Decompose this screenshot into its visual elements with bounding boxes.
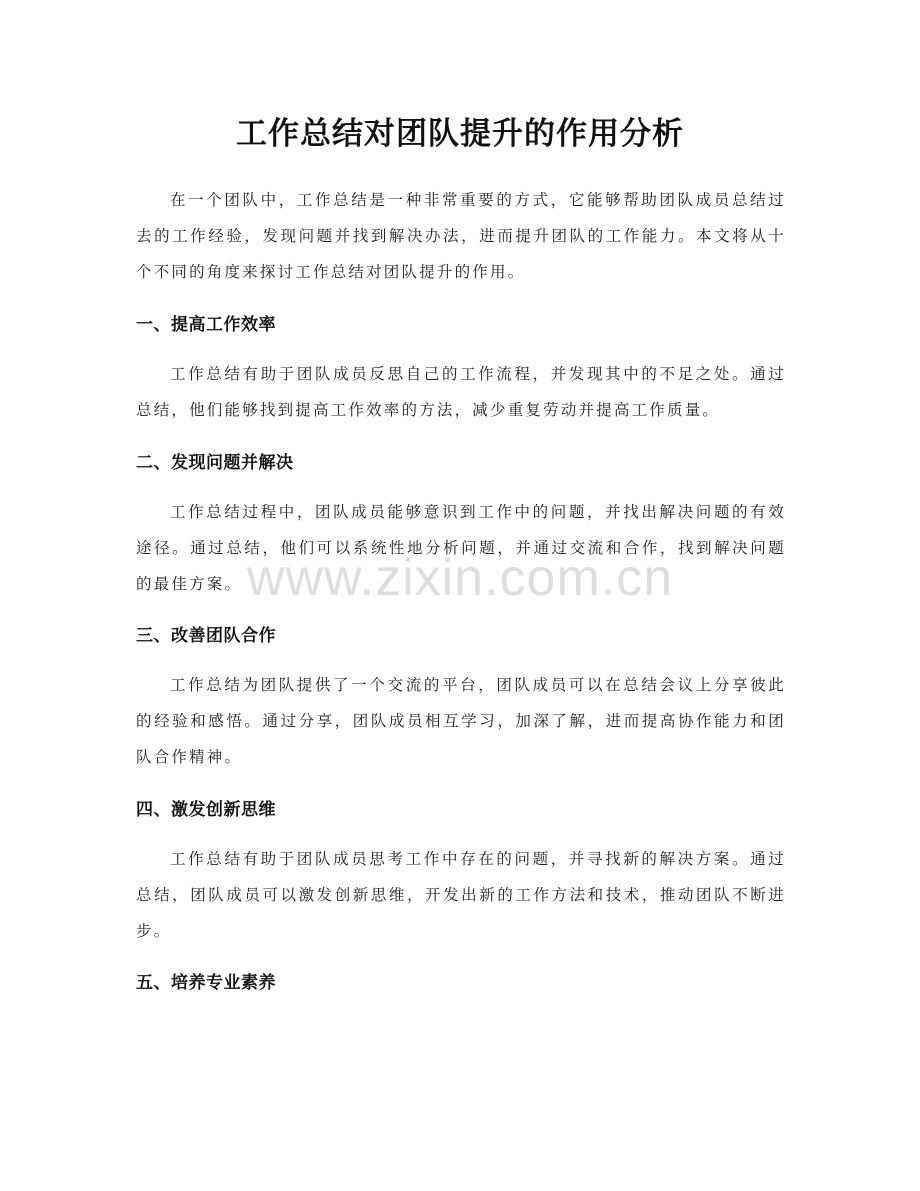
document-title: 工作总结对团队提升的作用分析 — [236, 116, 684, 152]
section-heading-3: 三、改善团队合作 — [136, 626, 276, 646]
intro-paragraph: 在一个团队中，工作总结是一种非常重要的方式，它能够帮助团队成员总结过去的工作经验，发现问题并找到解决办法，进而提升团队的工作能力。本文将从十个不同的角度来探讨工作总结对团队提升的作用。 — [136, 191, 786, 281]
section-heading-1: 一、提高工作效率 — [136, 315, 276, 335]
section-body-2: 工作总结过程中，团队成员能够意识到工作中的问题，并找出解决问题的有效途径。通过总结，他们可以系统性地分析问题，并通过交流和合作，找到解决问题的最佳方案。 — [136, 503, 786, 593]
section-body-3: 工作总结为团队提供了一个交流的平台，团队成员可以在总结会议上分享彼此的经验和感悟。通过分享，团队成员相互学习，加深了解，进而提高协作能力和团队合作精神。 — [136, 676, 786, 766]
section-heading-4: 四、激发创新思维 — [136, 800, 276, 820]
watermark-text: www.zixin.com.cn — [246, 549, 674, 607]
section-heading-2: 二、发现问题并解决 — [136, 453, 294, 473]
section-heading-5: 五、培养专业素养 — [136, 973, 276, 993]
section-body-1: 工作总结有助于团队成员反思自己的工作流程，并发现其中的不足之处。通过总结，他们能够找到提高工作效率的方法，减少重复劳动并提高工作质量。 — [136, 365, 786, 419]
section-body-4: 工作总结有助于团队成员思考工作中存在的问题，并寻找新的解决方案。通过总结，团队成员可以激发创新思维，开发出新的工作方法和技术，推动团队不断进步。 — [136, 850, 786, 940]
